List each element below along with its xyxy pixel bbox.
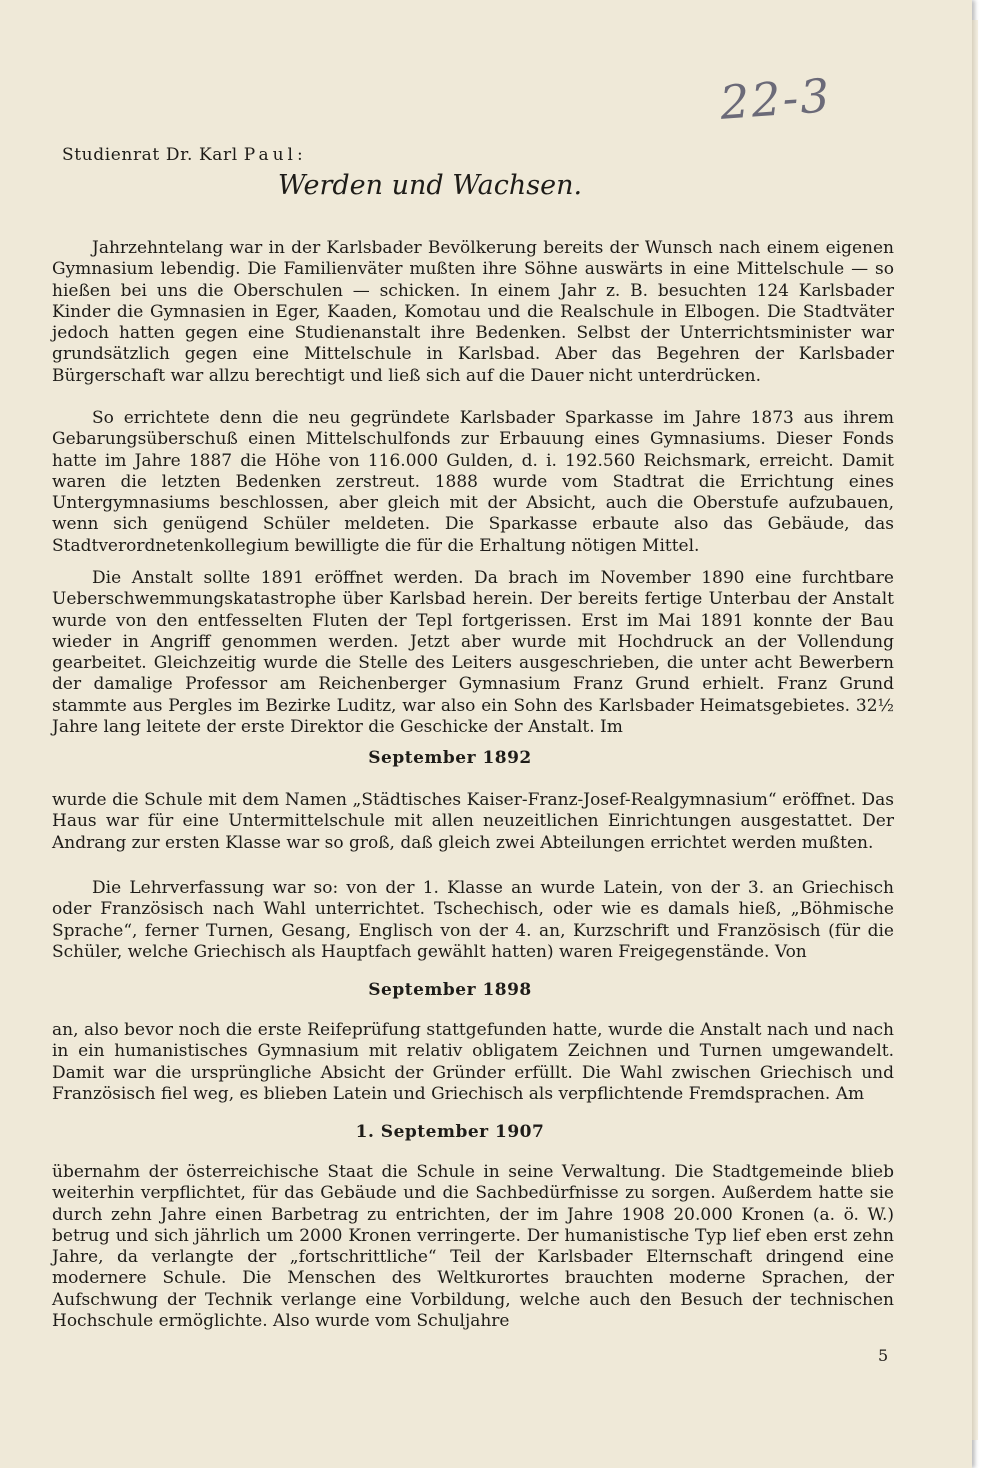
author-prefix: Studienrat Dr. Karl [62,145,244,165]
paragraph-2: So errichtete denn die neu gegründete Karlsbader Sparkasse im Jahre 1873 aus ihrem Gebarungsüberschuß einen Mittelschulfonds zur Erbauung eines Gymnasiums. Dieser Fonds hatte im Jahre 1887 die Höhe von 116.000 Gulden, d. i. 192.560 Reichsmark, erreicht. Damit waren die letzten Bedenken zerstreut. 1888 wurde vom Stadtrat die Errichtung eines Untergymnasiums beschlossen, aber gleich mit der Absicht, auch die Oberstufe aufzubauen, wenn sich genügend Schüler meldeten. Die Sparkasse erbaute also das Gebäude, das Stadtverordnetenkollegium bewilligte die für die Erhaltung nötigen Mittel. [52,408,894,556]
author-line [62,145,303,165]
heading-september-1892: September 1892 [368,748,532,768]
heading-september-1907: 1. September 1907 [355,1122,545,1142]
paragraph-1: Jahrzehntelang war in der Karlsbader Bevölkerung bereits der Wunsch nach einem eigenen Gymnasium lebendig. Die Familienväter mußten ihre Söhne auswärts in eine Mittelschule — so hießen bei uns die Oberschulen — schicken. In einem Jahr z. B. besuchten 124 Karlsbader Kinder die Gymnasien in Eger, Kaaden, Komotau und die Realschule in Elbogen. Die Stadtväter jedoch hatten gegen eine Studienanstalt ihre Bedenken. Selbst der Unterrichtsminister war grundsätzlich gegen eine Mittelschule in Karlsbad. Aber das Begehren der Karlsbader Bürgerschaft war allzu berechtigt und ließ sich auf die Dauer nicht unterdrücken. [52,238,894,386]
paragraph-3: Die Anstalt sollte 1891 eröffnet werden. Da brach im November 1890 eine furchtbare Ueberschwemmungskatastrophe über Karlsbad herein. Der bereits fertige Unterbau der Anstalt wurde von den entfesselten Fluten der Tepl fortgerissen. Erst im Mai 1891 konnte der Bau wieder in Angriff genommen werden. Jetzt aber wurde mit Hochdruck an der Vollendung gearbeitet. Gleichzeitig wurde die Stelle des Leiters ausgeschrieben, die unter acht Bewerbern der damalige Professor am Reichenberger Gymnasium Franz Grund erhielt. Franz Grund stammte aus Pergles im Bezirke Luditz, war also ein Sohn des Karlsbader Heimatsgebietes. 32½ Jahre lang leitete der erste Direktor die Geschicke der Anstalt. Im [52,568,894,738]
paragraph-6: an, also bevor noch die erste Reifeprüfung stattgefunden hatte, wurde die Anstalt nach und nach in ein humanistisches Gymnasium mit relativ obligatem Zeichnen und Turnen umgewandelt. Damit war die ursprüngliche Absicht der Gründer erfüllt. Die Wahl zwischen Griechisch und Französisch fiel weg, es blieben Latein und Griechisch als verpflichtende Fremdsprachen. Am [52,1020,894,1104]
page-title: Werden und Wachsen. [277,170,583,201]
paragraph-4: wurde die Schule mit dem Namen „Städtisches Kaiser-Franz-Josef-Realgymnasium“ eröffnet. Das Haus war für eine Untermittelschule mit allen neuzeitlichen Einrichtungen ausgestattet. Der Andrang zur ersten Klasse war so groß, daß gleich zwei Abteilungen errichtet werden mußten. [52,790,894,853]
paragraph-7: übernahm der österreichische Staat die Schule in seine Verwaltung. Die Stadtgemeinde blieb weiterhin verpflichtet, für das Gebäude und die Sachbedürfnisse zu sorgen. Außerdem hatte sie durch zehn Jahre einen Barbetrag zu entrichten, der im Jahre 1908 20.000 Kronen (a. ö. W.) betrug und sich jährlich um 2000 Kronen verringerte. Der humanistische Typ lief eben erst zehn Jahre, da verlangte der „fortschrittliche“ Teil der Karlsbader Elternschaft dringend eine modernere Schule. Die Menschen des Weltkurortes brauchten moderne Sprachen, der Aufschwung der Technik verlange eine Vorbildung, welche auch den Besuch der technischen Hochschule ermöglichte. Also wurde vom Schuljahre [52,1162,894,1332]
author-name: Paul [243,145,297,165]
page-edge [972,20,978,1440]
author-suffix: : [296,145,304,165]
page-number: 5 [878,1346,889,1365]
handwritten-note: 22-3 [718,68,834,130]
paragraph-5: Die Lehrverfassung war so: von der 1. Klasse an wurde Latein, von der 3. an Griechisch oder Französisch nach Wahl unterrichtet. Tschechisch, oder wie es damals hieß, „Böhmische Sprache“, ferner Turnen, Gesang, Englisch von der 4. an, Kurzschrift und Französisch (für die Schüler, welche Griechisch als Hauptfach gewählt hatten) waren Freigegenstände. Von [52,878,894,962]
heading-september-1898: September 1898 [368,980,532,1000]
